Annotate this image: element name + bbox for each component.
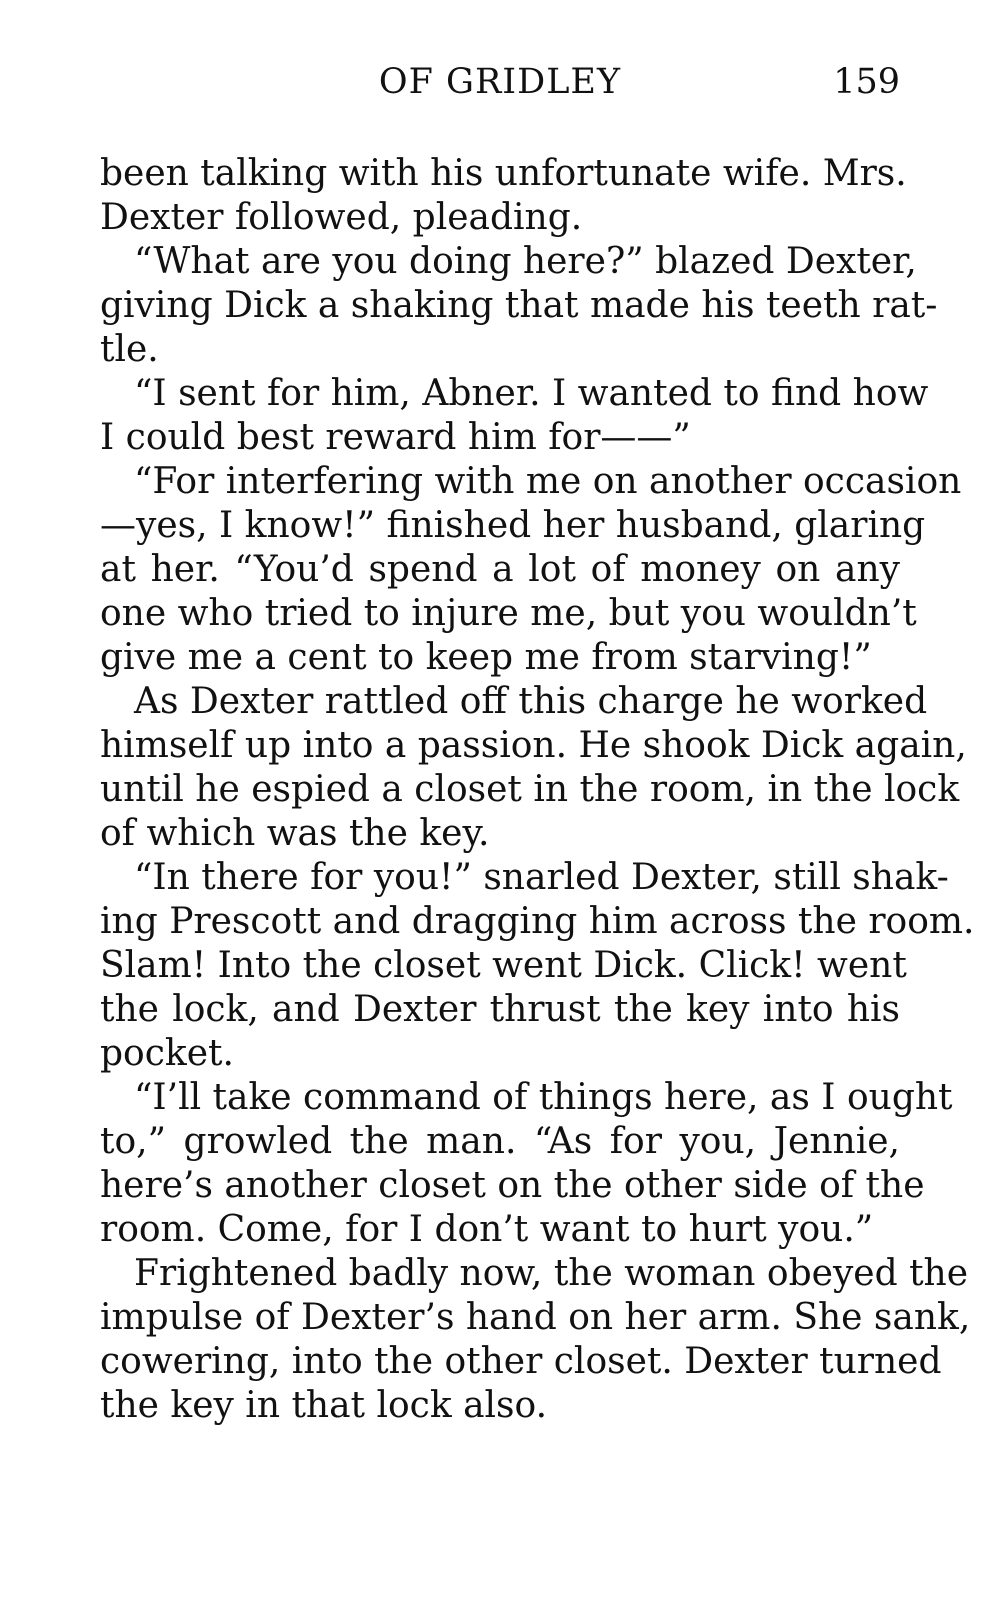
text-line: until he espied a closet in the room, in the lock bbox=[100, 769, 960, 810]
text-line: one who tried to injure me, but you wouldn’t bbox=[100, 593, 917, 634]
text-line: I could best reward him for——” bbox=[100, 417, 691, 458]
running-head bbox=[100, 60, 900, 120]
text-line: “What are you doing here?” blazed Dexter, bbox=[134, 241, 917, 282]
text-line: the key in that lock also. bbox=[100, 1385, 548, 1426]
text-line: Dexter followed, pleading. bbox=[100, 197, 583, 238]
text-line: —yes, I know!” finished her husband, glaring bbox=[100, 505, 926, 546]
text-line: cowering, into the other closet. Dexter turned bbox=[100, 1341, 942, 1382]
text-line: “In there for you!” snarled Dexter, still shak- bbox=[134, 857, 949, 898]
text-line: impulse of Dexter’s hand on her arm. She sank, bbox=[100, 1297, 971, 1338]
text-line: of which was the key. bbox=[100, 813, 490, 854]
text-line: pocket. bbox=[100, 1033, 234, 1074]
text-line: to,” growled the man. “As for you, Jennie, bbox=[100, 1121, 900, 1162]
text-line: “For interfering with me on another occasion bbox=[134, 461, 962, 502]
text-line: been talking with his unfortunate wife. Mrs. bbox=[100, 153, 907, 194]
text-line: at her. “You’d spend a lot of money on any bbox=[100, 549, 900, 590]
text-line: As Dexter rattled off this charge he worked bbox=[134, 681, 928, 722]
text-line: “I sent for him, Abner. I wanted to find how bbox=[134, 373, 929, 414]
text-line: tle. bbox=[100, 329, 159, 370]
text-line: here’s another closet on the other side of the bbox=[100, 1165, 925, 1206]
text-line: Slam! Into the closet went Dick. Click! went bbox=[100, 945, 907, 986]
text-line: “I’ll take command of things here, as I ought bbox=[134, 1077, 953, 1118]
text-line: giving Dick a shaking that made his teeth rat- bbox=[100, 285, 938, 326]
text-line: room. Come, for I don’t want to hurt you.” bbox=[100, 1209, 874, 1250]
text-line: the lock, and Dexter thrust the key into his bbox=[100, 989, 900, 1030]
text-line: Frightened badly now, the woman obeyed the bbox=[134, 1253, 969, 1294]
text-line: ing Prescott and dragging him across the room. bbox=[100, 901, 975, 942]
text-line: give me a cent to keep me from starving!” bbox=[100, 637, 872, 678]
page-number: 159 bbox=[833, 62, 900, 102]
body-text bbox=[100, 152, 975, 1428]
text-line: himself up into a passion. He shook Dick again, bbox=[100, 725, 967, 766]
running-title: OF GRIDLEY bbox=[378, 62, 622, 102]
